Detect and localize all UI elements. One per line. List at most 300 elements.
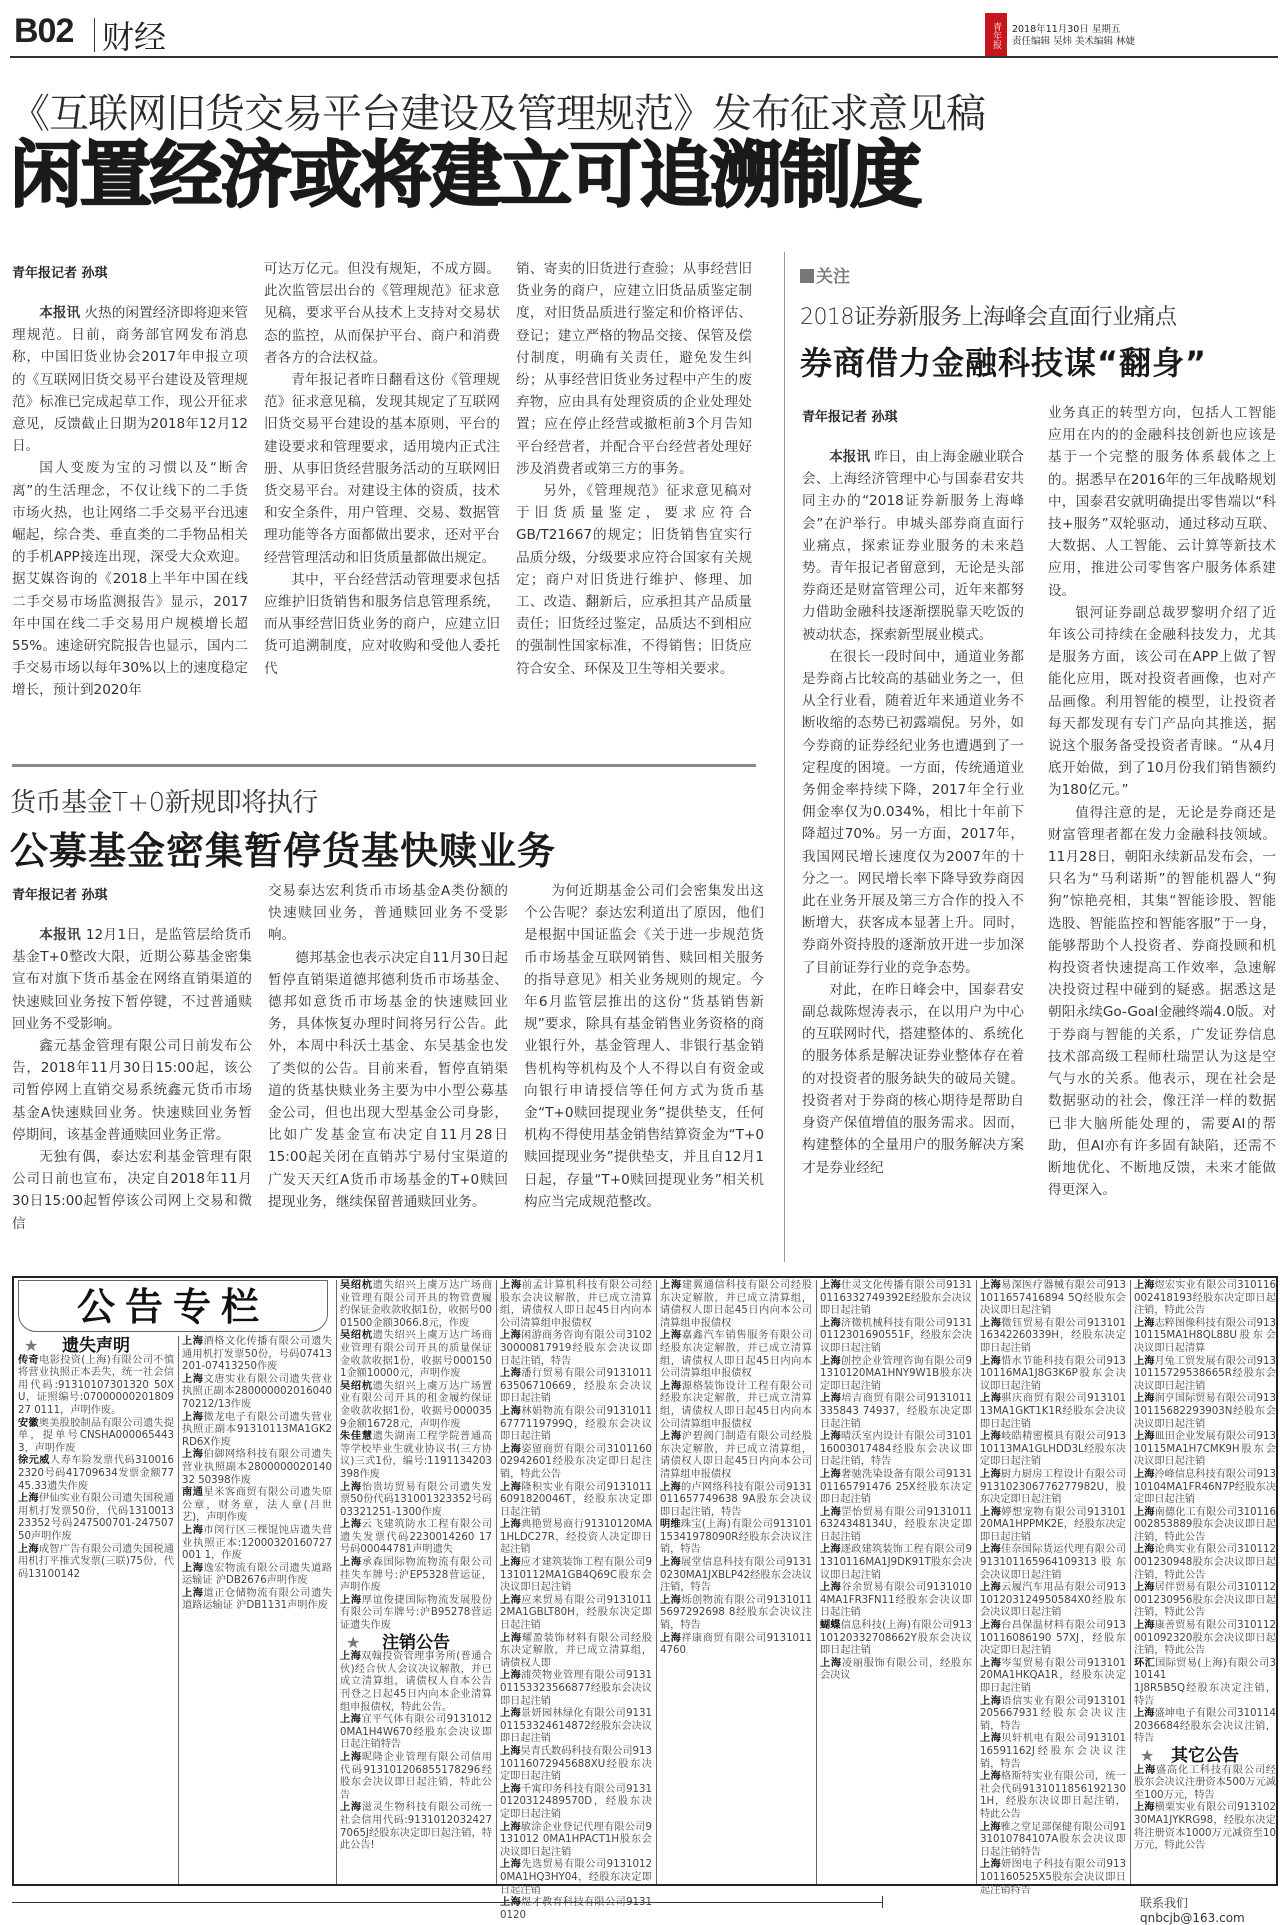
notice-entry-lead: 南通 [182, 1487, 204, 1499]
notice-column-2 [182, 1336, 332, 1884]
notice-entry-lead: 上海 [980, 1771, 1001, 1783]
notice-entry-lead: 上海 [500, 1708, 522, 1720]
notice-entry-lead: 上海 [1134, 1544, 1155, 1556]
notice-entry-lead: 环汇 [1134, 1657, 1156, 1669]
notice-entry [500, 1482, 652, 1520]
notice-entry-text: 冷峰信息科技有限公司91310104MA1FR46N7P经股东决定即日起注销 [1134, 1468, 1277, 1506]
notice-entry [340, 1431, 492, 1481]
notice-column-8 [1134, 1280, 1276, 1884]
notice-entry [340, 1330, 492, 1380]
notice-entry [340, 1714, 492, 1752]
notice-entry-lead: 上海 [500, 1443, 522, 1455]
notice-entry-lead: 上海 [1134, 1431, 1155, 1443]
notice-list [500, 1280, 652, 1922]
notice-column-7 [980, 1280, 1127, 1896]
notice-entry-lead: 上海 [500, 1594, 522, 1606]
notice-entry [980, 1356, 1126, 1394]
notice-entry [1134, 1658, 1276, 1683]
notice-entry [500, 1822, 652, 1860]
notice-entry-text: 0120 [500, 1909, 526, 1921]
notice-entry-text: 骐庆商贸有限公司91310113MA1GKT1K1R经股东会决议即日起注销 [980, 1393, 1126, 1430]
notice-entry [500, 1406, 652, 1444]
article2-paragraph: 德邦基金也表示决定自11月30日起暂停直销渠道德邦德利货币市场基金、德邦如意货币市场基金的快速赎回业务，具体恢复办理时间将另行公告。此外，本周中科沃土基金、东吴基金也发了类似的公告。目前来看，暂停直销渠道的货基快赎业务主要为中小型公募基金公司，但也出现大型基金公司身影，比如广发基金宣布决定自11月28日15:00起关闭在直销苏宁易付宝渠道的广发天天红A货币市场基金的T+0赎回提现业务，继续保留普通赎回业务。 [268, 949, 508, 1210]
notice-entry-text: 居伴贸易有限公司310112001230956股东会决议即日起注销，特此公告 [1134, 1582, 1277, 1619]
notice-entry-lead: 上海 [820, 1582, 842, 1594]
notice-entry [980, 1620, 1126, 1658]
notice-entry-lead: 上海 [820, 1280, 842, 1291]
notice-entry [18, 1355, 174, 1418]
notice-entry [340, 1802, 492, 1852]
notice-entry [980, 1318, 1126, 1356]
notice-entry-text: 前孟计算机科技有限公司经股东会决议解散，并已成立清算组，请债权人即日起45日内向本公司清算组申报债权 [500, 1280, 653, 1329]
notice-entry-text: 横栗实业有限公司91310230MA1JYKRG98，经股东决定将注册资本1000万元减资至10万元，特此公告 [1134, 1802, 1277, 1852]
notice-column-divider [1130, 1280, 1131, 1884]
notice-column-divider [976, 1280, 977, 1884]
notice-entry [500, 1280, 652, 1330]
notice-entry-text: 云飞建筑防水工程有限公司遗失发票代码2230014260 17号码00044781声明遗失 [340, 1519, 493, 1556]
notice-entry [1134, 1802, 1276, 1852]
notice-entry [660, 1557, 812, 1595]
notice-entry-lead: 上海 [340, 1651, 362, 1663]
notice-list [1134, 1280, 1276, 1683]
notice-entry-text: 雅之堂足部保健有限公司9131010784107A股东会决议即日起注销特告 [980, 1821, 1126, 1858]
notice-column-divider [496, 1280, 497, 1884]
section-code: B02 [14, 12, 74, 50]
notice-entry [500, 1633, 652, 1671]
notice-entry-lead: 上海 [182, 1449, 204, 1461]
notice-entry [340, 1519, 492, 1557]
notice-entry-text: 遗失绍兴上虞万达广场商业管理有限公司开具的物管费履约保证金收款收据1份，收据号0001500金额3066.8元，作废 [340, 1280, 493, 1329]
notice-list [340, 1651, 492, 1853]
notice-entry-text: 厨力厨房工程设计有限公司913102306776277982U，股东决定即日起注销 [980, 1468, 1127, 1506]
notice-entry [1134, 1582, 1276, 1620]
notice-entry-lead: 上海 [660, 1594, 682, 1606]
notice-entry-text: 信息科技(上海)有限公司91310120332708662Y股东会决议即日起注销 [820, 1620, 972, 1657]
notice-entry-lead: 上海 [340, 1802, 362, 1814]
notice-entry-lead: 上海 [1134, 1802, 1155, 1814]
article3-paragraph: 本报讯 昨日，由上海金融业联合会、上海经济管理中心与国泰君安共同主办的“2018证券新服务上海峰会”在沪举行。申城头部券商直面行业痛点，探索证券业服务的未来趋势。青年报记者留意到，无论是头部券商还是财富管理公司，近年来都努力借助金融科技逐渐摆脱靠天吃饭的被动状态，探索新型展业模式。 [802, 449, 1025, 643]
notice-entry-text: 浦荧物业管理有限公司913101153323566877经股东会决议即日起注销 [500, 1670, 652, 1707]
notice-entry-lead: 上海 [980, 1544, 1001, 1556]
notice-entry-lead: 上海 [660, 1431, 682, 1443]
notice-entry [1134, 1469, 1276, 1507]
notice-list [1134, 1683, 1276, 1746]
notice-entry [1134, 1507, 1276, 1545]
notice-entry-lead: 上海 [500, 1859, 522, 1871]
newspaper-logo: 青年报 [985, 13, 1007, 58]
cancel-notice-heading: ★ 注销公告 [346, 1632, 450, 1653]
header-rule [10, 56, 1278, 58]
notice-entry-lead: 吴绍杭 [340, 1380, 373, 1392]
article2-paragraph: 交易泰达宏利货币市场基金A类份额的快速赎回业务，普通赎回业务不受影响。 [268, 883, 508, 944]
article-divider [12, 764, 756, 767]
notice-entry-text: 佳奈国际货运代理有限公司913101165964109313股东会决议即日起注销 [980, 1544, 1127, 1581]
notice-entry-text: 沪碧阀门制造有限公司经股东决定解散，并已成立清算组，请债权人即日起45日内向本公司清算组申报债权 [660, 1431, 813, 1480]
article1-column-1 [12, 302, 248, 702]
notice-entry-lead: 上海 [660, 1481, 682, 1493]
notice-entry-text: 润亨国际贸易有限公司91310115682293903N经股东会决议即日起注销 [1134, 1393, 1277, 1430]
notice-entry [980, 1431, 1126, 1469]
section-name: 财经 [102, 18, 167, 56]
notice-list [182, 1336, 332, 1613]
notice-entry-lead: 上海 [340, 1481, 362, 1493]
notice-column-divider [336, 1280, 337, 1884]
article1-byline: 青年报记者 孙琪 [12, 266, 108, 281]
footer-rule [12, 1902, 882, 1903]
notice-entry-text: 奥美股胶制品有限公司遗失提单，提单号CNSHA0000654433，声明作废 [18, 1417, 175, 1454]
notice-entry [500, 1368, 652, 1406]
notice-entry-lead: 上海 [500, 1519, 522, 1531]
notice-entry [660, 1280, 812, 1330]
article1-column-3 [516, 258, 752, 680]
notice-entry [820, 1280, 972, 1318]
notice-entry [182, 1336, 332, 1374]
notice-entry [18, 1493, 174, 1543]
notice-column-divider [656, 1280, 657, 1884]
article3-kicker: 2018证券新服务上海峰会直面行业痛点 [800, 305, 1177, 330]
notice-entry [820, 1393, 972, 1431]
notice-entry [980, 1771, 1126, 1821]
notice-entry-text: 台昌保温材料有限公司91310116086190 57XJ，经股东决定即日起注销 [980, 1620, 1126, 1657]
notice-entry-text: 嘉鑫汽车销售服务有限公司经股东决定解散，并已成立清算组，请债权人即日起45日内向本公司清算组申报债权 [660, 1330, 813, 1380]
notice-entry-text: 罡怡贸易有限公司91310116324348134U，经股东决定即日起注销 [820, 1506, 972, 1543]
article2-paragraph: 无独有偶，泰达宏利基金管理有限公司日前也宣布，决定自2018年11月30日15:00起暂停该公司网上交易和微信 [12, 1149, 252, 1232]
notice-entry [980, 1696, 1126, 1734]
notice-entry-text: 昊青氏数码科技有限公司91310116072945688XU经股东决定即日起注销 [500, 1745, 653, 1783]
notice-entry [980, 1582, 1126, 1620]
notice-entry-text: 岑玺贸易有限公司91310120MA1HKQA1R，经股东决定即日起注销 [980, 1657, 1126, 1694]
notice-entry-text: 人寿车险发票代码3100162320号码41709634发票金额7745.33遗失作废 [18, 1455, 175, 1492]
notice-entry-text: 典艳贸易商行91310120MA1HLDC27R，经投资人决定即日起注销 [500, 1519, 652, 1556]
notice-entry-lead: 上海 [820, 1393, 842, 1405]
article1-kicker: 《互联网旧货交易平台建设及管理规范》发布征求意见稿 [10, 91, 985, 137]
notice-entry-lead: 上海 [980, 1620, 1002, 1632]
notice-entry-text: 文唐实业有限公司遗失营业执照正副本280000002016040 70212/13作废 [182, 1373, 333, 1410]
notice-list [1134, 1765, 1276, 1853]
notice-entry-text: 培吉商贸有限公司9131011335843 74937，经股东决定即日起注销 [820, 1393, 972, 1430]
notice-entry-text: 应来贸易有限公司91310112MA1GBLT80H，经股东决定即日起注销 [500, 1594, 652, 1632]
notice-entry [980, 1859, 1126, 1897]
notice-column-6 [820, 1280, 972, 1884]
notice-entry [182, 1412, 332, 1450]
notice-entry-text: 志粹图像科技有限公司91310115MA1H8QL88U股东会决议即日起清算 [1134, 1317, 1277, 1354]
article2-byline: 青年报记者 孙琪 [12, 888, 108, 903]
article3-column-1 [802, 446, 1024, 1179]
notice-entry-lead: 上海 [660, 1280, 682, 1291]
notice-entry-text: 伊仙实业有限公司遗失国税通用机打发票50份，代码131001323352号码247500701-24750750声明作废 [18, 1493, 175, 1542]
notice-entry-text: 岐皓精密模具有限公司91310113MA1GLHDD3L经股东决定即日起注销 [980, 1431, 1126, 1468]
notice-entry [820, 1507, 972, 1545]
lost-notice-heading: ★ 遗失声明 [24, 1336, 130, 1356]
notice-entry [1134, 1765, 1276, 1803]
notice-entry-text: 酒格文化传播有限公司遗失通用机打发票50份，号码07413201-07413250作废 [182, 1336, 333, 1373]
notice-entry-lead: 上海 [340, 1751, 362, 1763]
notice-entry [500, 1595, 652, 1633]
notice-entry-text: 1J8R5B5Q经股东决定注销，特告 [1134, 1683, 1276, 1707]
notice-entry-lead: 上海 [340, 1519, 362, 1531]
page-masthead [10, 8, 1278, 56]
notice-entry-lead: 蝴蝶 [820, 1620, 841, 1632]
notice-entry-lead: 明维 [660, 1519, 681, 1531]
notice-entry [340, 1280, 492, 1330]
notice-entry-lead: 上海 [182, 1373, 204, 1385]
notice-entry [1134, 1356, 1276, 1394]
notice-entry [182, 1374, 332, 1412]
issue-meta [1012, 24, 1135, 48]
notice-entry-lead: 上海 [500, 1557, 521, 1569]
notice-entry-text: 源格装饰设计工程有限公司经股东决定解散，并已成立清算组，请债权人即日起45日内向本公司清算组申报债权 [660, 1380, 813, 1430]
notice-entry-lead: 上海 [980, 1506, 1002, 1518]
notice-entry-lead: 上海 [500, 1368, 522, 1380]
notice-entry-text: 闲游商务咨询有限公司310230000817919经股东会决议即日起注销，特告 [500, 1330, 652, 1367]
notice-entry [820, 1620, 972, 1658]
notice-entry-lead: 上海 [980, 1317, 1002, 1329]
lead-tag: 本报讯 [829, 449, 871, 465]
article1-paragraph: 另外，《管理规范》征求意见稿对于旧货质量鉴定，要求应符合GB/T21667的规定；旧货销售宜实行品质分级，分级要求应符合国家有关规定；商户对旧货进行维护、修理、加工、改造、翻新后，应承担其产品质量责任；旧货经过鉴定，品质达不到相应的强制性国家标准，不得销售；旧货应符合安全、环保及卫生等相关要求。 [516, 483, 752, 677]
notice-entry-lead: 上海 [182, 1587, 204, 1599]
notice-entry [820, 1582, 972, 1620]
notice-entry-text: 电影投资(上海)有限公司不慎将营业执照正本丢失，统一社会信用代码:91310107301320 50XU，证照编号:0700000020180927 0111，声明作废。 [18, 1354, 175, 1416]
article1-paragraph: 可达万亿元。但没有规矩，不成方圆。此次监管层出台的《管理规范》征求意见稿，要求平台从技术上支持对交易状态的监控，从而保护平台、商户和消费者各方的合法权益。 [264, 261, 500, 366]
notice-entry-lead: 上海 [980, 1733, 1002, 1745]
notice-entry [820, 1658, 972, 1683]
notice-entry-text: 厚谊俊捷国际物流发展股份有限公司车牌号:沪B95278营运证遗失作废 [340, 1594, 493, 1632]
notice-list [660, 1280, 812, 1658]
notice-entry-lead: 上海 [1134, 1506, 1155, 1518]
notice-entry [500, 1708, 652, 1746]
notice-entry [500, 1784, 652, 1822]
notice-entry-lead: 上海 [820, 1468, 842, 1480]
notice-entry-lead: 上海 [500, 1821, 521, 1833]
notice-entry-lead: 传奇 [18, 1354, 40, 1366]
notice-entry-lead: 上海 [820, 1506, 842, 1518]
notice-entry [1134, 1620, 1276, 1658]
notice-entry-text: 星米客商贸有限公司遗失原公章，财务章，法人章(吕世艺)，声明作废 [182, 1487, 333, 1524]
notice-entry [182, 1563, 332, 1588]
article1-headline: 闲置经济或将建立可追溯制度 [10, 133, 921, 217]
notice-entry [980, 1658, 1126, 1696]
notice-entry [1134, 1431, 1276, 1469]
footer-contact [1140, 1894, 1286, 1925]
notice-entry-lead: 吴绍杭 [340, 1330, 373, 1342]
notice-entry-lead: 上海 [500, 1670, 522, 1682]
notice-entry [1134, 1393, 1276, 1431]
notice-entry-lead: 上海 [980, 1468, 1001, 1480]
notice-entry-lead: 上海 [500, 1405, 522, 1417]
star-icon: ★ [1140, 1745, 1155, 1765]
notice-entry [340, 1752, 492, 1802]
notice-entry-lead: 上海 [1134, 1708, 1155, 1720]
notice-column-divider [816, 1280, 817, 1884]
notice-board-title: 公告专栏 [76, 1284, 269, 1329]
notice-entry-text: 谷余贸易有限公司91310104MA1FR3FN11经股东会决议即日起注销 [820, 1582, 972, 1619]
notice-entry-lead: 上海 [820, 1317, 842, 1329]
notice-entry-lead: 上海 [980, 1355, 1002, 1367]
notice-entry-text: 凌丽服饰有限公司，经股东会决议 [820, 1657, 973, 1682]
notice-list [980, 1280, 1126, 1897]
article3-paragraph: 在很长一段时间中，通道业务都是券商占比较高的基础业务之一，但从全行业看，随着近年来通道业务不断收缩的态势已初露端倪。另外，如今券商的证券经纪业务也遭遇到了一定程度的困境。一方面，传统通道业务佣金率持续下降，2017年全行业佣金率仅为0.034%，相比十年前下降超过70%。另一方面，2017年，我国网民增长速度仅为2007年的十分之一。网民增长率下降导致券商因此在业务开展及第三方合作的投入不断增大，获客成本显著上升。同时，券商外资持股的逐渐放开进一步加深了目前证券行业的竞争态势。 [802, 648, 1024, 976]
notice-entry-lead: 上海 [500, 1330, 522, 1342]
notice-entry [980, 1280, 1126, 1318]
editors-credit: 责任编辑 吴炜 美术编辑 林婕 [1012, 36, 1136, 47]
article3-headline: 券商借力金融科技谋“翻身” [800, 344, 1208, 382]
footer-tick [882, 1896, 883, 1908]
article2-column-2 [268, 880, 508, 1213]
notice-entry [18, 1544, 174, 1582]
notice-entry-lead: 上海 [182, 1524, 204, 1536]
notice-column-5 [660, 1280, 812, 1884]
notice-entry [500, 1670, 652, 1708]
star-icon: ★ [24, 1336, 39, 1355]
notice-column-1 [18, 1336, 174, 1884]
notice-entry [500, 1557, 652, 1595]
notice-entry [820, 1544, 972, 1582]
notice-entry-text: 格斯特实业有限公司，统一社会代码91310118561921301H，经股东决议即日起注销，特此公告 [980, 1771, 1127, 1820]
contact-email[interactable]: qnbcjb@163.com [1140, 1911, 1245, 1925]
article2-kicker: 货币基金T+0新规即将执行 [10, 788, 318, 818]
notice-entry-text: 承森国际物流物流有限公司挂失车牌号:沪EP5328营运证，声明作废 [340, 1557, 493, 1594]
notice-entry-lead: 上海 [660, 1330, 682, 1342]
notice-entry-lead: 上海 [1134, 1468, 1155, 1480]
notice-entry-text: 晴沃室内设计有限公司310116003017484经股东会决议即日起注销，特告 [820, 1431, 972, 1468]
notice-entry-lead: 上海 [340, 1594, 362, 1606]
notice-entry [500, 1746, 652, 1784]
notice-entry-lead: 上海 [340, 1557, 362, 1569]
notice-entry-lead: 上海 [500, 1632, 522, 1644]
notice-entry-lead: 上海 [980, 1431, 1002, 1443]
notice-entry-text: 敏涂企业登记代理有限公司9131012 0MA1HPACT1H股东会决议即日起注销 [500, 1821, 653, 1858]
article3-paragraph: 值得注意的是，无论是券商还是财富管理者都在发力金融科技领域。11月28日，朝阳永续新品发布会，一只名为“马利诺斯”的智能机器人“狗狗”惊艳亮相，其集“智能诊股、智能选股、智能监控和智能客服”于一身，能够帮助个人投资者、券商投顾和机构投资者快速提高工作效率，急速解决投资过程中碰到的疑惑。据悉这是朝阳永续Go-Goal金融终端4.0版。对于券商与智能的关系，广发证券信息技术部高级工程师杜瑞罡认为这是空气与水的关系。他表示，现在社会是数据驱动的社会，像汪洋一样的数据已非大脑所能处理的，需要AI的帮助，但AI亦有许多固有缺陷，还需不断地优化、不断地反馈，未来才能做得更深入。 [1048, 804, 1276, 1199]
notice-entry [500, 1519, 652, 1557]
notice-entry-text: 隆积实业有限公司91310116091820046T，经股东决定即日起注销 [500, 1481, 652, 1518]
notice-entry [1134, 1280, 1276, 1318]
notice-board-title-box [18, 1280, 328, 1332]
notice-entry [340, 1482, 492, 1520]
notice-entry-lead: 上海 [182, 1411, 204, 1423]
notice-entry-text: 滋灵生物科技有限公司统一社会信用代码:91310120324277065J经股东决定即日起注销，特此公告! [340, 1802, 493, 1852]
notice-entry-lead: 徐元威 [18, 1455, 50, 1467]
notice-entry-lead: 上海 [820, 1657, 842, 1669]
notice-list [820, 1280, 972, 1683]
notice-entry-text: 千寓印务科技有限公司91310120312489570D，经股东决定即日起注销 [500, 1783, 652, 1820]
notice-entry-lead: 上海 [500, 1280, 522, 1291]
notice-column-divider [178, 1336, 179, 1884]
notice-entry [340, 1557, 492, 1595]
notice-entry-lead: 上海 [660, 1632, 682, 1644]
notice-entry [820, 1356, 972, 1394]
notice-entry-text: 烁创物流有限公司91310115697292698 8经股东会决议注销，特告 [660, 1594, 812, 1632]
column-divider [784, 252, 785, 1262]
notice-entry-lead: 上海 [980, 1821, 1001, 1833]
notice-entry-lead: 上海 [980, 1280, 1002, 1291]
article1-paragraph: 销、寄卖的旧货进行查验；从事经营旧货业务的商户，应建立旧货品质鉴定制度，对旧货品质进行鉴定和价格评估、登记；建立严格的物品交接、保管及偿付制度，明确有关责任，避免发生纠纷；从事经营旧货业务过程中产生的废弃物，应由具有处理资质的企业处理处置；应在停止经营或撤柜前3个月告知平台经营者，并配合平台经营者处理好涉及消费者或第三方的事务。 [516, 261, 752, 477]
notice-entry-lead: 上海 [980, 1695, 1002, 1707]
notice-entry-text: 煜宏实业有限公司310116002418193经股东决定即日起注销，特此公告 [1134, 1280, 1277, 1317]
article2-column-1 [12, 924, 252, 1235]
article3-paragraph: 银河证券副总裁罗黎明介绍了近年该公司持续在金融科技发力，尤其是服务方面，该公司在APP上做了智能化应用，既对投资者画像，也对产品画像。利用智能的模型，让投资者每天都发现有专门产品向其推送，据说这个服务备受投资者青睐。“从4月底开始做，到了10月份我们销售额约为180亿元。” [1048, 604, 1276, 799]
lead-tag: 本报讯 [39, 927, 82, 943]
notice-entry-text: 宜平气体有限公司91310120MA1H4W670经股东会决议即日起注销特告 [340, 1714, 492, 1751]
notice-entry-lead: 上海 [820, 1355, 841, 1367]
star-icon: ★ [346, 1632, 361, 1652]
notice-entry-text: 先选贸易有限公司91310120MA1HQ3HY04，经股东决定即日起注销 [500, 1859, 652, 1896]
notice-entry-text: 婷想宠物有限公司91310120MA1HPPMK2E，经股东决定即日起注销 [980, 1506, 1126, 1543]
article3-paragraph: 业务真正的转型方向，包括人工智能应用在内的的金融科技创新也应该是基于一个完整的服务体系载体之上的。据悉早在2016年的三年战略规划中，国泰君安就明确提出零售端以“科技+服务”双轮驱动，通过移动互联、大数据、人工智能、云计算等新技术应用，推进公司零售客户服务体系建设。 [1048, 405, 1276, 599]
notice-entry [182, 1449, 332, 1487]
article1-column-2 [264, 258, 500, 680]
article3-column-2 [1048, 402, 1276, 1201]
notice-entry [500, 1444, 652, 1482]
notice-entry-text: 伯御网络科技有限公司遗失营业执照副本280000002014032 50398作废 [182, 1449, 333, 1486]
notice-entry-lead: 上海 [1134, 1355, 1155, 1367]
notice-entry [1134, 1708, 1276, 1746]
notice-entry-text: 珠宝(上海)有限公司91310115341978090R经股东会决议注销，特告 [660, 1519, 812, 1556]
notice-entry-text: 建翼通信科技有限公司经股东决定解散，并已成立清算组，请债权人即日起45日内向本公司清算组申报债权 [660, 1280, 813, 1329]
notice-entry [660, 1633, 812, 1658]
notice-entry-text: 遗失绍兴上虞万达广场商业管理有限公司开具的质量保证金收款收据1份，收据号0001501金额10000元，声明作废 [340, 1330, 493, 1380]
notice-entry-text: 景妍园林绿化有限公司913101153324614872经股东会决议即日起注销 [500, 1708, 652, 1745]
focus-section-label: 关注 [800, 262, 850, 287]
notice-entry-text: 康善贸易有限公司310112001092320股东会决议即日起注销，特此公告 [1134, 1620, 1277, 1657]
notice-entry-text: 微钰贸易有限公司91310116342260339H，经股东决定即日起注销 [980, 1317, 1126, 1354]
notice-entry [820, 1469, 972, 1507]
article3-paragraph: 对此，在昨日峰会中，国泰君安副总裁陈煜涛表示，在以用户为中心的互联网时代，搭建整体的、系统化的服务体系是解决证券业整体存在着的对投资者的服务缺失的破局关键。投资者对于券商的核心期待是帮助自身资产保值增值的服务需求。因而，构建整体的全量用户的服务解决方案才是券业经纪 [802, 981, 1024, 1176]
notice-entry-lead: 上海 [820, 1431, 842, 1443]
notice-entry-text: 林娟物流有限公司91310116777119799Q，经股东会决议即日起注销 [500, 1405, 652, 1443]
notice-entry-lead: 上海 [980, 1657, 1002, 1669]
notice-entry [500, 1897, 652, 1922]
notice-entry-lead: 安徽 [18, 1417, 39, 1429]
notice-entry [980, 1544, 1126, 1582]
notice-entry [18, 1455, 174, 1493]
notice-entry-text: 遗失湖南工程学院普通高等学校毕业生就业协议书(三方协议)三式1份，编号:1191134203398作废 [340, 1431, 493, 1480]
notice-entry-text: 济微机械科技有限公司91310112301690551F，经股东会决议即日起注销 [820, 1317, 972, 1354]
notice-entry [820, 1431, 972, 1469]
notice-entry-lead: 上海 [340, 1714, 362, 1726]
article2-headline: 公募基金密集暂停货基快赎业务 [10, 829, 557, 873]
notice-entry-lead: 上海 [500, 1481, 522, 1493]
contact-label: 联系我们 [1140, 1896, 1189, 1910]
notice-entry-lead: 上海 [980, 1582, 1002, 1594]
notice-entry-text: 易深医疗器械有限公司9131011657416894 5Q经股东会决议即日起注销 [980, 1280, 1126, 1317]
notice-entry-lead: 上海 [660, 1557, 682, 1569]
notice-entry-text: 怡贵坊贸易有限公司遗失发票50份代码131001323352号码03321251-1300作废 [340, 1481, 493, 1518]
notice-entry [1134, 1318, 1276, 1356]
notice-entry-text: 皿田企业发展有限公司91310115MA1H7CMK9H股东会决议即日起注销 [1134, 1431, 1277, 1468]
notice-entry-lead: 上海 [1134, 1393, 1155, 1405]
notice-entry [500, 1330, 652, 1368]
issue-date: 2018年11月30日 星期五 [1012, 24, 1121, 35]
notice-entry-text: 微龙电子有限公司遗失营业执照正副本91310113MA1GK2RD6X作废 [182, 1411, 333, 1448]
article2-paragraph: 鑫元基金管理有限公司日前发布公告，2018年11月30日15:00起，该公司暂停网上直销交易系统鑫元货币市场基金A快速赎回业务。快速赎回业务暂停期间，该基金普通赎回业务正常。 [12, 1038, 252, 1143]
notice-entry-text: 姿留商贸有限公司310116002942601经股东决定即日起注销，特此公告 [500, 1443, 652, 1480]
notice-entry-lead: 上海 [1134, 1620, 1155, 1632]
notice-entry-text: 云履汽车用品有限公司913101203124950584X0经股东会决议即日起注销 [980, 1582, 1126, 1619]
notice-entry [660, 1330, 812, 1380]
article3-byline: 青年报记者 孙琪 [802, 410, 898, 425]
other-notice-heading: ★ 其它公告 [1140, 1745, 1239, 1766]
notice-entry-lead: 上海 [500, 1783, 522, 1795]
notice-entry-text: 市闵行区三棵馄饨店遗失营业执照正本:12000320160727001 1，作废 [182, 1524, 333, 1562]
notice-entry [182, 1525, 332, 1563]
notice-entry-text: 盛高化工科技有限公司经股东会决议注册资本500万元减至100万元，特告 [1134, 1764, 1276, 1801]
notice-entry-text: 妍图电子科技有限公司913101160525X5股东会决议即日起注销特告 [980, 1859, 1126, 1896]
notice-entry-text: 奢驰洗染设备有限公司913101165791476 25X经股东决定即日起注销 [820, 1468, 972, 1506]
article1-paragraph: 国人变废为宝的习惯以及“断舍离”的生活理念，不仅让线下的二手货市场火热，也让网络二手交易平台迅速崛起，综合类、垂直类的二手物品相关的手机APP接连出现，深受大众欢迎。据艾媒咨询的《2018上半年中国在线二手交易市场监测报告》显示，2017年中国在线二手交易用户规模增长超55%。速途研究院报告也显示，国内二手交易市场以每年30%以上的速度稳定增长，预计到2020年 [12, 460, 248, 699]
notice-entry [660, 1482, 812, 1520]
article1-paragraph: 其中，平台经营活动管理要求包括应维护旧货销售和服务信息管理系统，而从事经营旧货业务的商户，应建立旧货可追溯制度，应对收购和受他人委托代 [264, 571, 500, 677]
notice-entry-text: 双翰投资管理事务所(普通合伙)经合伙人会议决议解散，并已成立清算组，请债权人自本公告刊登之日起45日内向本企业清算组申报债权，特此公告。 [340, 1651, 493, 1713]
